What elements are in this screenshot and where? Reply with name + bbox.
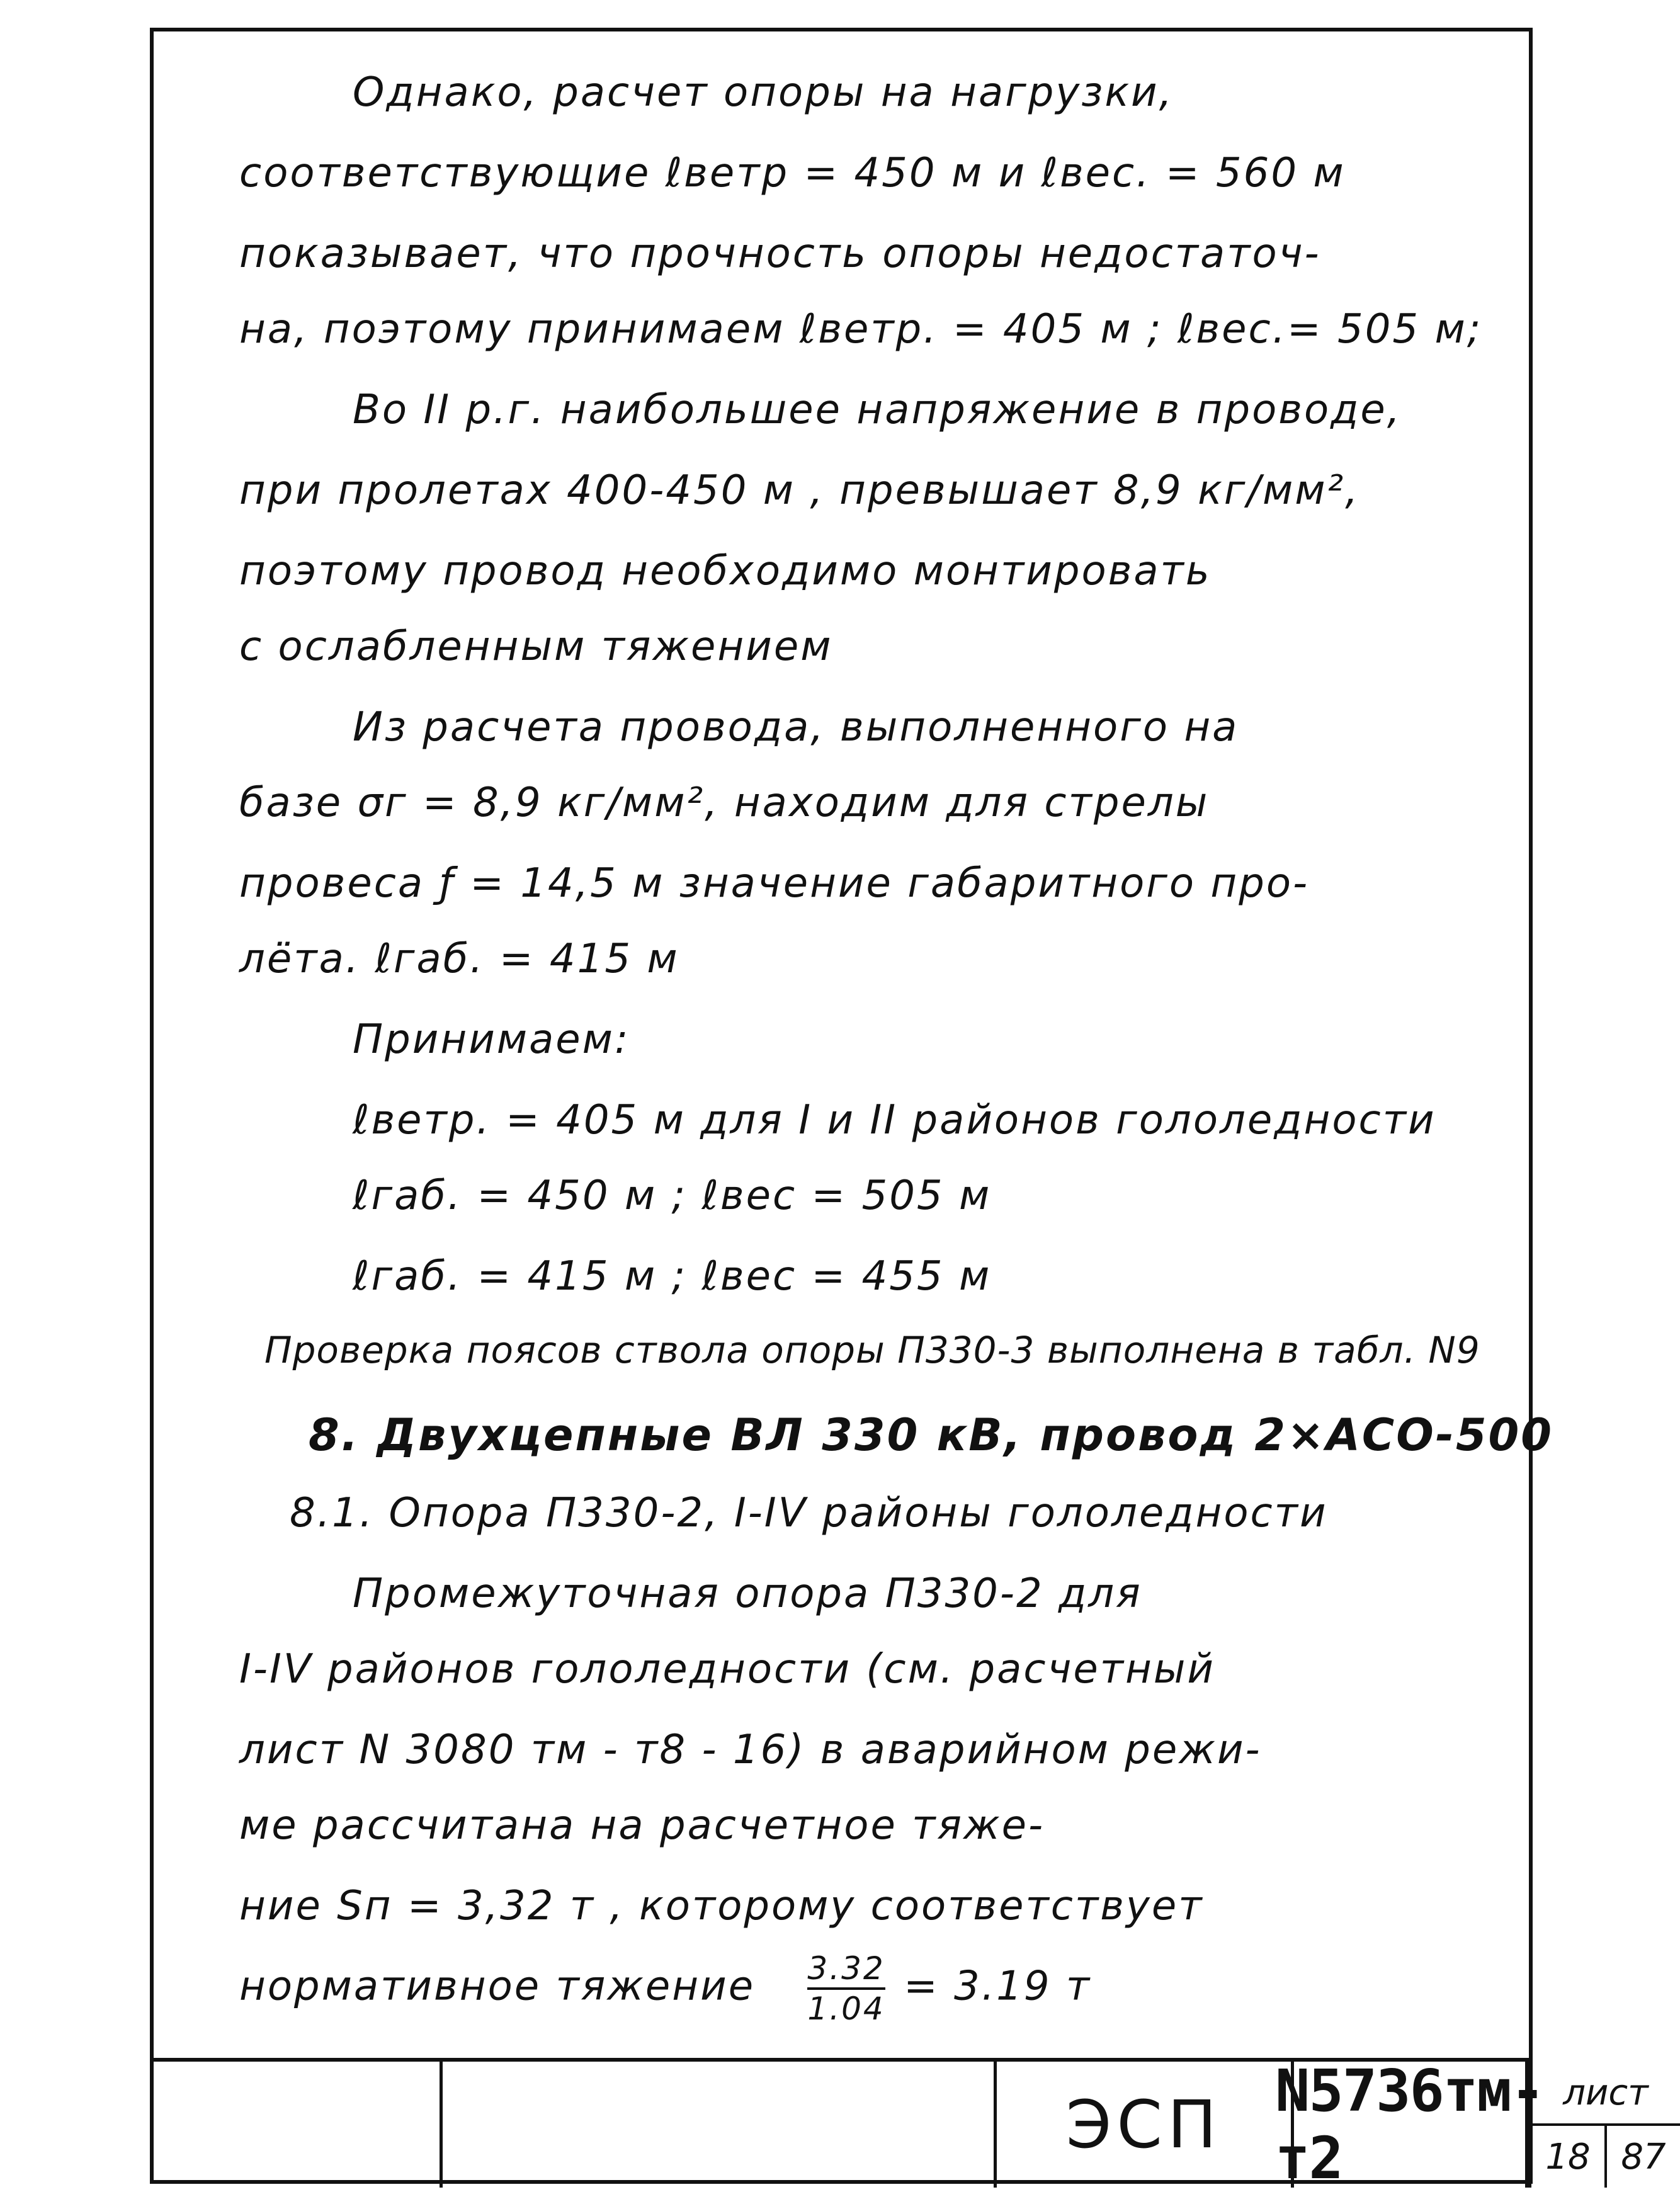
text-line-4: на, поэтому принимаем ℓветр. = 405 м ; ℓвес.= 505 м; xyxy=(239,306,1483,353)
normative-tension-label: нормативное тяжение xyxy=(239,1963,756,2010)
title-block-cell-blank xyxy=(440,2062,994,2188)
text-line-21: I-IV районов гололедности (см. расчетный xyxy=(239,1646,1215,1693)
text-line-9: Из расчета провода, выполненного на xyxy=(353,704,1239,751)
text-line-7: поэтому провод необходимо монтировать xyxy=(239,548,1212,594)
document-number: N5736тм-т2 xyxy=(1274,2057,1545,2192)
text-line-23: ме рассчитана на расчетное тяже- xyxy=(239,1802,1045,1849)
text-line-6: при пролетах 400-450 м , превышает 8,9 кг/мм², xyxy=(239,467,1360,514)
fraction-numerator: 3.32 xyxy=(807,1950,885,1990)
text-line-5: Во II р.г. наибольшее напряжение в проводе, xyxy=(353,387,1402,433)
text-line-14: ℓветр. = 405 м для I и II районов гололедности xyxy=(353,1097,1436,1144)
text-line-25 xyxy=(239,1950,1091,2028)
text-line-2: соответствующие ℓветр = 450 м и ℓвес. = 560 м xyxy=(239,150,1346,196)
tension-fraction xyxy=(807,1950,885,2028)
text-line-3: показывает, что прочность опоры недостаточ- xyxy=(239,230,1321,277)
text-line-10: базе σг = 8,9 кг/мм², находим для стрелы xyxy=(239,780,1210,826)
sheet-total: 87 xyxy=(1604,2126,1680,2188)
text-line-13: Принимаем: xyxy=(353,1016,630,1063)
sheet-label: лист xyxy=(1531,2062,1680,2126)
fraction-result: = 3.19 т xyxy=(904,1963,1092,2010)
text-line-11: провеса ƒ = 14,5 м значение габаритного про- xyxy=(239,860,1310,907)
sheet-numbers xyxy=(1531,2126,1680,2188)
text-line-8: с ослабленным тяжением xyxy=(239,623,833,670)
text-line-1: Однако, расчет опоры на нагрузки, xyxy=(353,69,1174,116)
sheet-number-box xyxy=(1528,2062,1680,2188)
document-series: ЭСП xyxy=(1065,2086,1222,2163)
section-heading-8: 8. Двухцепные ВЛ 330 кВ, провод 2×АСО-500 xyxy=(309,1409,1553,1461)
text-line-15: ℓгаб. = 450 м ; ℓвес = 505 м xyxy=(353,1173,992,1219)
title-block-series-cell xyxy=(994,2062,1291,2188)
title-block xyxy=(150,2057,1666,2192)
text-line-12: лёта. ℓгаб. = 415 м xyxy=(239,936,679,982)
title-block-number-cell xyxy=(1274,2057,1545,2192)
text-line-16: ℓгаб. = 415 м ; ℓвес = 455 м xyxy=(353,1253,992,1300)
sheet-current: 18 xyxy=(1545,2136,1591,2178)
text-line-20: Промежуточная опора П330-2 для xyxy=(353,1570,1142,1617)
text-line-17: Проверка поясов ствола опоры П330-3 выполнена в табл. N9 xyxy=(264,1329,1480,1371)
section-heading-8-1: 8.1. Опора П330-2, I-IV районы гололедности xyxy=(290,1490,1328,1536)
text-line-22: лист N 3080 тм - т8 - 16) в аварийном режи- xyxy=(239,1727,1262,1773)
fraction-denominator: 1.04 xyxy=(807,1990,885,2027)
text-line-24: ние Sп = 3,32 т , которому соответствует xyxy=(239,1883,1204,1929)
